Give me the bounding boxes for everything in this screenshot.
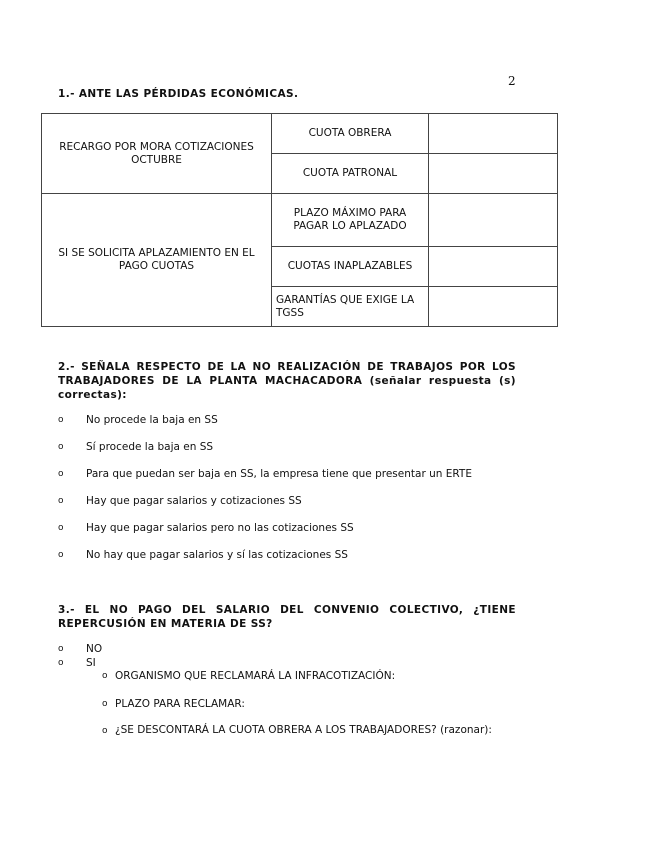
option-no-salarios-si-cotizaciones[interactable]: No hay que pagar salarios y sí las cotizaciones SS	[86, 549, 348, 561]
section-3-heading: 3.- EL NO PAGO DEL SALARIO DEL CONVENIO COLECTIVO, ¿TIENE REPERCUSIÓN EN MATERIA DE SS?	[58, 604, 516, 630]
bullet-icon: o	[58, 658, 64, 668]
garantias-label: GARANTÍAS QUE EXIGE LA TGSS	[272, 287, 429, 327]
bullet-icon: o	[58, 469, 64, 479]
garantias-answer-cell[interactable]	[429, 287, 558, 327]
row-group-1-label: RECARGO POR MORA COTIZACIONES OCTUBRE	[42, 114, 272, 194]
bullet-icon: o	[102, 671, 108, 681]
cuotas-inaplazables-answer-cell[interactable]	[429, 247, 558, 287]
bullet-icon: o	[58, 496, 64, 506]
plazo-maximo-answer-cell[interactable]	[429, 194, 558, 247]
bullet-icon: o	[58, 644, 64, 654]
sub-item-organismo: ORGANISMO QUE RECLAMARÁ LA INFRACOTIZACIÓN:	[115, 670, 396, 682]
cuota-patronal-label: CUOTA PATRONAL	[272, 154, 429, 194]
bullet-icon: o	[58, 442, 64, 452]
option-erte[interactable]: Para que puedan ser baja en SS, la empresa tiene que presentar un ERTE	[86, 468, 472, 480]
option-no-procede-baja[interactable]: No procede la baja en SS	[86, 414, 218, 426]
cuotas-inaplazables-label: CUOTAS INAPLAZABLES	[272, 247, 429, 287]
economic-losses-table	[41, 113, 558, 327]
bullet-icon: o	[58, 550, 64, 560]
section-1-heading: 1.- ANTE LAS PÉRDIDAS ECONÓMICAS.	[58, 88, 299, 100]
section-2-heading: 2.- SEÑALA RESPECTO DE LA NO REALIZACIÓN DE TRABAJOS POR LOS TRABAJADORES DE LA PLANTA MACHACADORA (señalar respuesta (s) correctas):	[58, 361, 516, 401]
option-pagar-salarios-y-cotizaciones[interactable]: Hay que pagar salarios y cotizaciones SS	[86, 495, 302, 507]
sub-item-cuota-obrera: ¿SE DESCONTARÁ LA CUOTA OBRERA A LOS TRABAJADORES? (razonar):	[115, 724, 492, 736]
table-row	[42, 194, 558, 247]
option-si-procede-baja[interactable]: Sí procede la baja en SS	[86, 441, 214, 453]
cuota-obrera-label: CUOTA OBRERA	[272, 114, 429, 154]
page-number: 2	[508, 74, 516, 88]
option-no[interactable]: NO	[86, 643, 103, 655]
plazo-maximo-label: PLAZO MÁXIMO PARA PAGAR LO APLAZADO	[272, 194, 429, 247]
option-pagar-salarios-no-cotizaciones[interactable]: Hay que pagar salarios pero no las cotizaciones SS	[86, 522, 354, 534]
cuota-obrera-answer-cell[interactable]	[429, 114, 558, 154]
bullet-icon: o	[58, 415, 64, 425]
cuota-patronal-answer-cell[interactable]	[429, 154, 558, 194]
row-group-2-label: SI SE SOLICITA APLAZAMIENTO EN EL PAGO CUOTAS	[42, 194, 272, 327]
table-row	[42, 114, 558, 154]
bullet-icon: o	[102, 726, 108, 736]
sub-item-plazo: PLAZO PARA RECLAMAR:	[115, 698, 245, 710]
bullet-icon: o	[58, 523, 64, 533]
bullet-icon: o	[102, 699, 108, 709]
option-si[interactable]: SI	[86, 657, 96, 669]
